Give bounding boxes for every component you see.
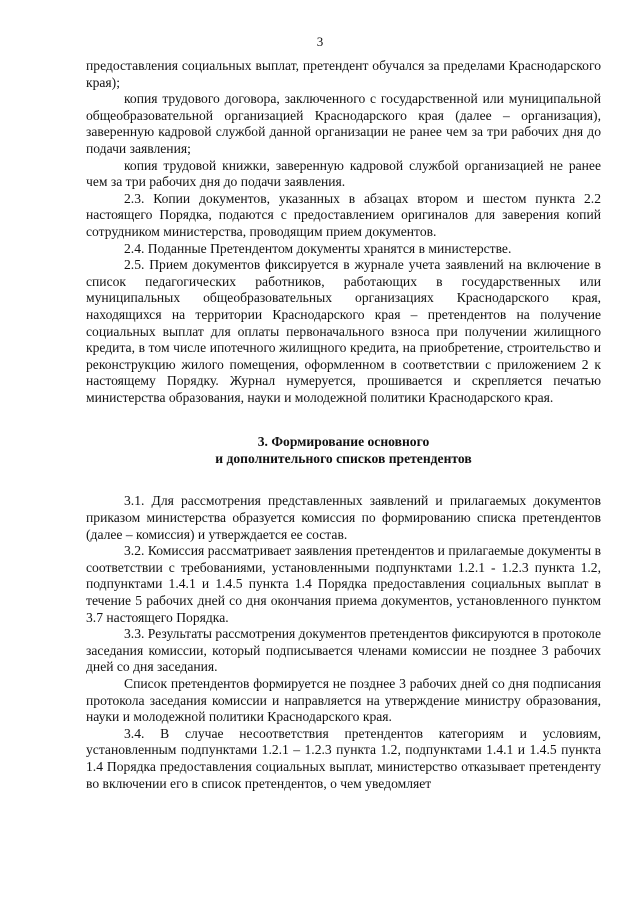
paragraph: 2.4. Поданные Претендентом документы хранятся в министерстве. [124, 240, 512, 256]
paragraph: 3.1. Для рассмотрения представленных заявлений и прилагаемых документов приказом министерства образуется комиссия по формированию списка претендентов (далее – комиссия) и утверждается ее состав. [86, 493, 601, 542]
paragraph: 2.3. Копии документов, указанных в абзацах втором и шестом пункта 2.2 настоящего Порядка, подаются с предоставлением оригиналов для заверения копий сотрудником министерства, проводящим прием документов. [86, 190, 601, 239]
paragraph: копия трудового договора, заключенного с государственной или муниципальной общеобразовательной организацией Краснодарского края (далее – организация), заверенную кадровой службой данной организации не ранее чем за три рабочих дня до подачи заявления; [86, 91, 601, 156]
page-number: 3 [316, 34, 324, 49]
paragraph: предоставления социальных выплат, претендент обучался за пределами Краснодарского края); [86, 58, 601, 90]
paragraph: Список претендентов формируется не позднее 3 рабочих дней со дня подписания протокола заседания комиссии и направляется на утверждение министру образования, науки и молодежной политики Краснодарского края. [86, 676, 601, 725]
section-heading-line: и дополнительного списков претендентов [215, 451, 472, 467]
paragraph: 3.4. В случае несоответствия претендентов категориям и условиям, установленным подпунктами 1.2.1 – 1.2.3 пункта 1.2, подпунктами 1.4.1 и 1.4.5 пункта 1.4 Порядка предоставления социальных выплат, министерство отказывает претенденту во включении его в список претендентов, о чем уведомляет [86, 725, 601, 791]
paragraph: 2.5. Прием документов фиксируется в журнале учета заявлений на включение в список педагогических работников, работающих в государственных или муниципальных общеобразовательных организациях Краснодарского края, находящихся на территории Краснодарского края – претендентов на получение социальных выплат для оплаты первоначального взноса при получении жилищного кредита, в том числе ипотечного жилищного кредита, на приобретение, строительство и реконструкцию жилого помещения, оформленном в соответствии с приложением 2 к настоящему Порядку. Журнал нумеруется, прошивается и скрепляется печатью министерства образования, науки и молодежной политики Краснодарского края. [86, 257, 601, 405]
paragraph: 3.3. Результаты рассмотрения документов претендентов фиксируются в протоколе заседания комиссии, который подписывается членами комиссии не позднее 3 рабочих дней со дня заседания. [86, 626, 601, 675]
paragraph: копия трудовой книжки, заверенную кадровой службой организацией не ранее чем за три рабочих дня до подачи заявления. [86, 157, 601, 190]
section-heading-line: 3. Формирование основного [257, 434, 430, 450]
section-heading [86, 433, 601, 467]
paragraph: 3.2. Комиссия рассматривает заявления претендентов и прилагаемые документы в соответствии с требованиями, установленными подпунктами 1.2.1 - 1.2.3 пункта 1.2, подпунктами 1.4.1 и 1.4.5 пункта 1.4 Порядка предоставления социальных выплат в течение 5 рабочих дней со дня окончания приема документов, установленного пунктом 3.7 настоящего Порядка. [86, 543, 601, 625]
document-body [86, 58, 601, 792]
